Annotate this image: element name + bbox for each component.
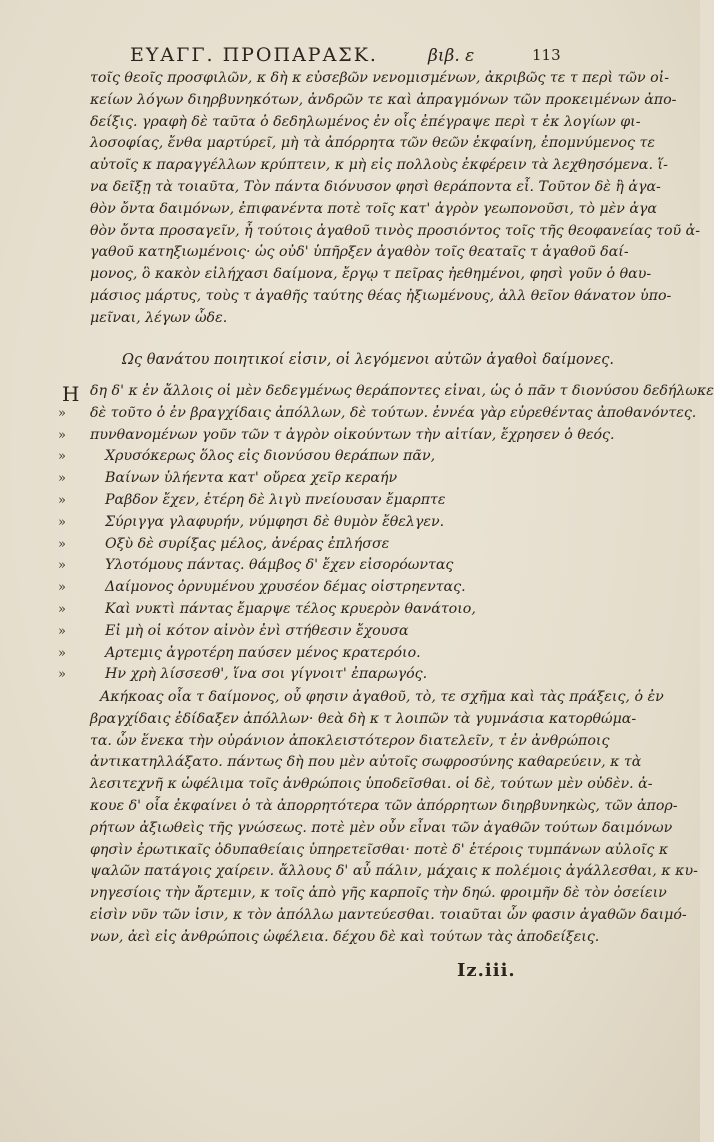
verse-line: » Σύριγγα γλαφυρήν, νύμφησι δὲ θυμὸν ἔθελγεν. bbox=[90, 512, 590, 534]
verse-line: » Ην χρὴ λίσσεσθ', ἵνα σοι γίγνοιτ' ἐπαρωγός. bbox=[90, 664, 590, 686]
text-line: αὐτοῖς κ παραγγέλλων κρύπτειν, κ μὴ εἰς πολλοὺς ἐκφέρειν τὰ λεχθησόμενα. ἵ- bbox=[90, 157, 668, 174]
text-line: Ακήκοας οἷα τ δαίμονος, οὗ φησιν ἀγαθοῦ, τὸ, τε σχῆμα καὶ τὰς πράξεις, ὁ ἐν bbox=[100, 689, 664, 705]
text-line: δείξις. γραφὴ δὲ ταῦτα ὁ δεδηλωμένος ἐν οἷς ἐπέγραψε περὶ τ ἐκ λογίων φι- bbox=[90, 113, 641, 130]
text-line: μεῖναι, λέγων ὧδε. bbox=[90, 309, 228, 326]
verse-line: » Χρυσόκερως ὅλος εἰς διονύσου θεράπων πᾶν, bbox=[90, 446, 590, 468]
verse-line: » Καὶ νυκτὶ πάντας ἔμαρψε τέλος κρυερὸν θανάτοιο, bbox=[90, 599, 590, 621]
quoted-line: » δὲ τοῦτο ὁ ἐν βραγχίδαις ἀπόλλων, δὲ τούτων. ἐννέα γὰρ εὑρεθέντας ἀποθανόντες. bbox=[90, 403, 590, 425]
quote-mark: » bbox=[58, 623, 66, 639]
text-line: νων, ἀεὶ εἰς ἀνθρώποις ὠφέλεια. δέχου δὲ καὶ τούτων τὰς ἀποδείξεις. bbox=[90, 928, 600, 945]
verse-line: » Δαίμονος ὀρνυμένου χρυσέον δέμας οἰστρηεντας. bbox=[90, 577, 590, 599]
section-heading: Ως θανάτου ποιητικοί εἰσιν, οἱ λεγόμενοι αὐτῶν ἀγαθοὶ δαίμονες. bbox=[122, 352, 615, 368]
text-line: θὸν ὄντα προσαγεῖν, ἦ τούτοις ἀγαθοῦ τινὸς προσιόντος τοῖς τῆς θεοφανείας τοῦ ἀ- bbox=[90, 222, 701, 239]
text-line: δη δ' κ ἐν ἄλλοις οἱ μὲν δεδεγμένως θεράποντες εἰναι, ὡς ὁ πᾶν τ διονύσου δεδήλωκε bbox=[90, 383, 714, 399]
verse-line: » Βαίνων ὑλήεντα κατ' οὔρεα χεῖρ κεραήν bbox=[90, 468, 590, 490]
text-line: εἰσὶν νῦν τῶν ἰσιν, κ τὸν ἀπόλλω μαντεύεσθαι. τοιαῦται ὧν φασιν ἀγαθῶν δαιμό- bbox=[90, 906, 687, 923]
page-number: 113 bbox=[532, 46, 561, 64]
text-line: μάσιος μάρτυς, τοὺς τ ἀγαθῆς ταύτης θέας ἠξιωμένους, ἀλλ θεῖον θάνατον ὑπο- bbox=[90, 287, 672, 304]
text-line: φησὶν ἐρωτικαῖς ὀδυπαθείαις ὑπηρετεῖσθαι· ποτὲ δ' ἑτέροις τυμπάνων αὐλοῖς κ bbox=[90, 841, 669, 858]
text-line: ἀντικατηλλάξατο. πάντως δὴ που μὲν αὐτοῖς σωφροσύνης καθαρεύειν, κ τὰ bbox=[90, 754, 642, 771]
quote-mark: » bbox=[58, 645, 66, 661]
verse-line: » Εἰ μὴ οἱ κότον αἰνὸν ἐνὶ στήθεσιν ἔχουσα bbox=[90, 621, 590, 643]
quote-mark: » bbox=[58, 427, 66, 443]
oracle-block bbox=[58, 381, 714, 686]
running-title: ΕΥΑΓΓ. ΠΡΟΠΑΡΑΣΚ. bbox=[130, 44, 378, 66]
quote-mark: » bbox=[58, 514, 66, 530]
quote-mark: » bbox=[58, 536, 66, 552]
text-line: ρήτων ἀξιωθεὶς τῆς γνώσεως. ποτὲ μὲν οὖν εἶναι τῶν ἀγαθῶν τούτων δαιμόνων bbox=[90, 819, 673, 836]
text-line: νηγεσίοις τὴν ἄρτεμιν, κ τοῖς ἀπὸ γῆς καρποῖς τὴν δηώ. φροιμῆν δὲ τὸν ὀσείειν bbox=[90, 885, 667, 902]
text-line: ψαλῶν πατάγοις χαίρειν. ἄλλους δ' αὖ πάλιν, μάχαις κ πολέμοις ἀγάλλεσθαι, κ κυ- bbox=[90, 863, 698, 880]
verse-line: » Οξὺ δὲ συρίξας μέλος, ἀνέρας ἐπλήσσε bbox=[90, 534, 590, 556]
text-line: κείων λόγων διηρβυνηκότων, ἀνδρῶν τε καὶ ἀπραγμόνων τῶν προκειμένων ἀπο- bbox=[90, 91, 677, 108]
quote-mark: » bbox=[58, 580, 66, 596]
quote-mark: » bbox=[58, 492, 66, 508]
drop-initial: Η bbox=[62, 382, 80, 406]
signature-mark: Iz.iii. bbox=[457, 960, 516, 981]
text-line: θὸν ὄντα δαιμόνων, ἐπιφανέντα ποτὲ τοῖς κατ' ἀγρὸν γεωπονοῦσι, τὸ μὲν ἀγα bbox=[90, 200, 657, 217]
text-line: βραγχίδαις ἐδίδαξεν ἀπόλλων· θεὰ δὴ κ τ λοιπῶν τὰ γυμνάσια κατορθώμα- bbox=[90, 710, 637, 727]
text-line: γαθοῦ κατηξιωμένοις· ὡς οὐδ' ὑπῆρξεν ἀγαθὸν τοῖς θεαταῖς τ ἀγαθοῦ δαί- bbox=[90, 244, 629, 261]
verse-line: » Ραβδον ἔχεν, ἑτέρη δὲ λιγὺ πνείουσαν ἔμαρπτε bbox=[90, 490, 590, 512]
text-line: λεσιτεχνῆ κ ὠφέλιμα τοῖς ἀνθρώποις ὑποδεῖσθαι. οἱ δὲ, τούτων μὲν οὐδὲν. ἀ- bbox=[90, 776, 653, 793]
quote-mark: » bbox=[58, 405, 66, 421]
quote-mark: » bbox=[58, 601, 66, 617]
verse-line: » Υλοτόμους πάντας. θάμβος δ' ἔχεν εἰσορόωντας bbox=[90, 555, 590, 577]
paragraph-1 bbox=[90, 68, 701, 330]
text-line: μονος, ὃ κακὸν εἰλήχασι δαίμονα, ἔργῳ τ πεῖρας ἠεθημένοι, φησὶ γοῦν ὁ θαυ- bbox=[90, 266, 652, 283]
quote-mark: » bbox=[58, 667, 66, 683]
quote-mark: » bbox=[58, 471, 66, 487]
book-number: βιβ. ε bbox=[428, 46, 475, 66]
verse-line: » Αρτεμις ἀγροτέρη παύσεν μένος κρατερόιο. bbox=[90, 643, 590, 665]
text-line: τοῖς θεοῖς προσφιλῶν, κ δὴ κ εὐσεβῶν νενομισμένων, ἀκριβῶς τε τ περὶ τῶν οἰ- bbox=[90, 70, 670, 86]
paragraph-2 bbox=[90, 687, 698, 949]
text-line: λοσοφίας, ἔνθα μαρτύρεῖ, μὴ τὰ ἀπόρρητα τῶν θεῶν ἐκφαίνη, ἐπομνύμενος τε bbox=[90, 135, 655, 152]
quoted-line: » πυνθανομένων γοῦν τῶν τ ἀγρὸν οἰκούντων τὴν αἰτίαν, ἔχρησεν ὁ θεός. bbox=[90, 425, 590, 447]
text-line: τα. ὧν ἕνεκα τὴν οὐράνιον ἀποκλειστότερον διατελεῖν, τ ἐν ἀνθρώποις bbox=[90, 732, 610, 749]
text-line: να δεῖξῃ τὰ τοιαῦτα, Τὸν πάντα διόνυσον φησὶ θεράποντα εἶ. Τοῦτον δὲ ἢ ἀγα- bbox=[90, 178, 661, 195]
quote-mark: » bbox=[58, 558, 66, 574]
text-line: κουε δ' οἷα ἐκφαίνει ὁ τὰ ἀπορρητότερα τῶν ἀπόρρητων διηρβυνηκὼς, τῶν ἀπορ- bbox=[90, 797, 678, 814]
quote-mark: » bbox=[58, 449, 66, 465]
